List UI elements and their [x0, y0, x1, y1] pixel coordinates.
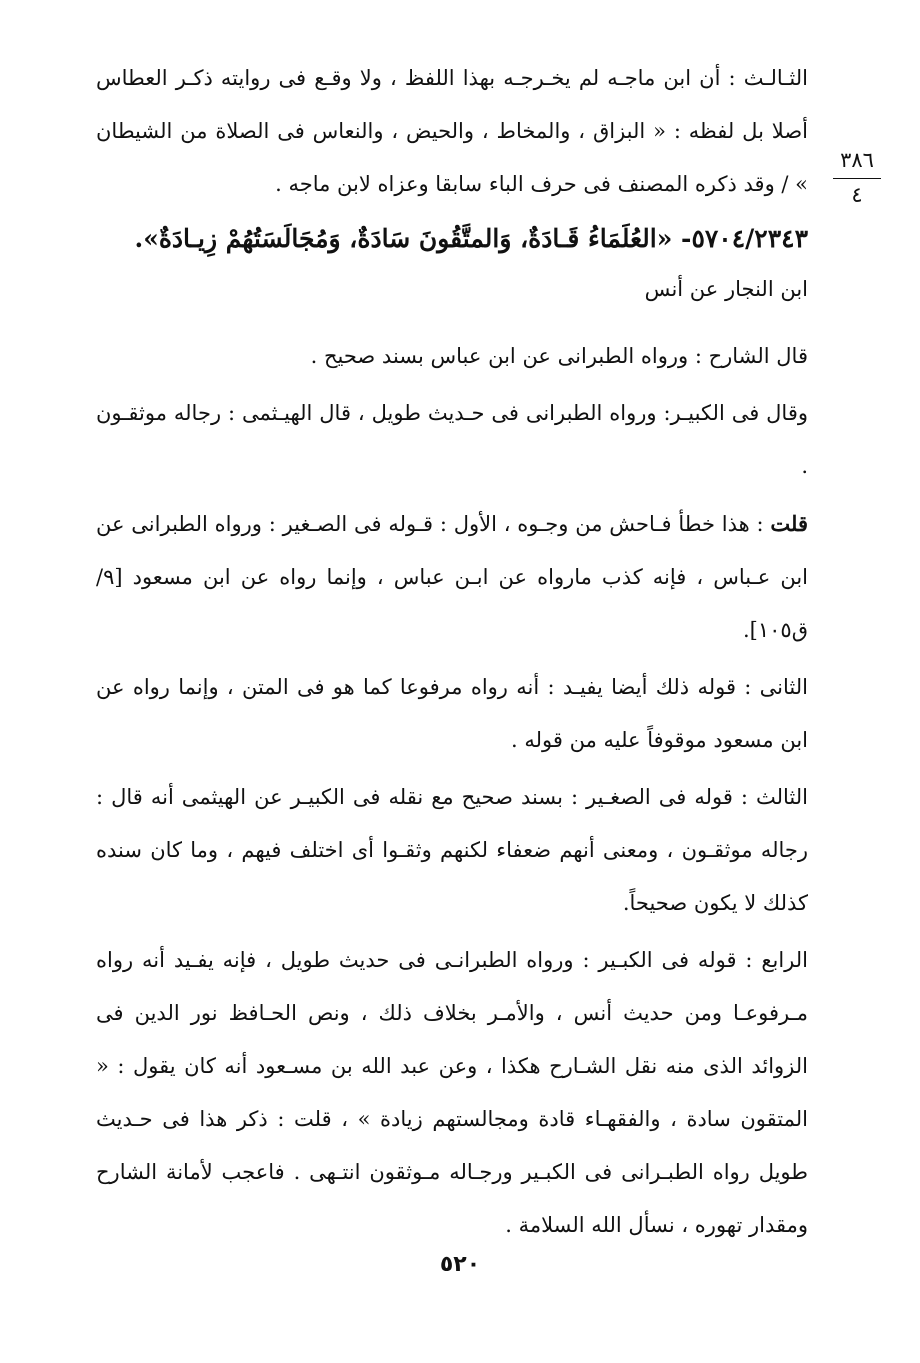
paragraph-commentator-said: قال الشارح : ورواه الطبرانى عن ابن عباس بسند صحيح . [310, 344, 808, 368]
hadith-text: ٥٧٠٤/٢٣٤٣- «العُلَمَاءُ قَـادَةٌ، وَالمتَّقُونَ سَادَةٌ، وَمُجَالَسَتُهُمْ زِيـادَةٌ». [134, 224, 808, 253]
i-said-lead: قلت [770, 511, 808, 536]
main-text-column [96, 52, 808, 1256]
i-said-text: : هذا خطأ فـاحش من وجـوه ، الأول : قـوله فى الصـغير : ورواه الطبرانى عن ابن عـباس ، فإنه كذب مارواه عن ابـن عباس ، وإنما رواه عن ابن مسعود [٩/ق١٠٥]. [96, 512, 808, 642]
margin-reference-top: ٣٨٦ [840, 148, 874, 172]
paragraph-fourth: الرابع : قوله فى الكبـير : ورواه الطبرانـى فى حديث طويل ، فإنه يفـيد أنه رواه مـرفوعـا ومن حديث أنس ، والأمـر بخلاف ذلك ، ونص الحـافظ نور الدين فى الزوائد الذى منه نقل الشـارح هكذا ، وعن عبد الله بن مسـعود أنه كان يقول : « المتقون سادة ، والفقهـاء قادة ومجالستهم زيادة » ، قلت : ذكر هذا فى حـديث طويل رواه الطبـرانى فى الكبـير ورجـاله مـوثقون انتـهى . فاعجب لأمانة الشارح ومقدار تهوره ، نسأل الله السلامة . [96, 948, 808, 1237]
paragraph-al-kabir: وقال فى الكبيـر: ورواه الطبرانى فى حـديث طويل ، قال الهيـثمى : رجاله موثقـون . [96, 401, 808, 478]
paragraph-i-said [96, 497, 808, 657]
margin-reference [833, 146, 881, 209]
paragraph-second: الثانى : قوله ذلك أيضا يفيـد : أنه رواه مرفوعا كما هو فى المتن ، وإنما رواه عن ابن مسعود موقوفاً عليه من قوله . [96, 675, 808, 752]
paragraph-third-point: الثـالـث : أن ابن ماجـه لم يخـرجـه بهذا اللفظ ، ولا وقـع فى روايته ذكـر العطاس أصلا بل لفظه : « البزاق ، والمخاط ، والحيض ، والنعاس فى الصلاة من الشيطان » / وقد ذكره المصنف فى حرف الباء سابقا وعزاه لابن ماجه . [96, 66, 809, 196]
margin-reference-bottom: ٤ [851, 183, 863, 207]
page-number: ٥٢٠ [439, 1252, 481, 1277]
hadith-source: ابن النجار عن أنس [644, 277, 808, 301]
margin-reference-divider [833, 178, 881, 179]
paragraph-third: الثالث : قوله فى الصغـير : بسند صحيح مع نقله فى الكبيـر عن الهيثمى أنه قال : رجاله موثقـون ، ومعنى أنهم ضعفاء لكنهم وثقـوا أى اختلف فيهم ، وما كان سنده كذلك لا يكون صحيحاً. [96, 785, 808, 915]
